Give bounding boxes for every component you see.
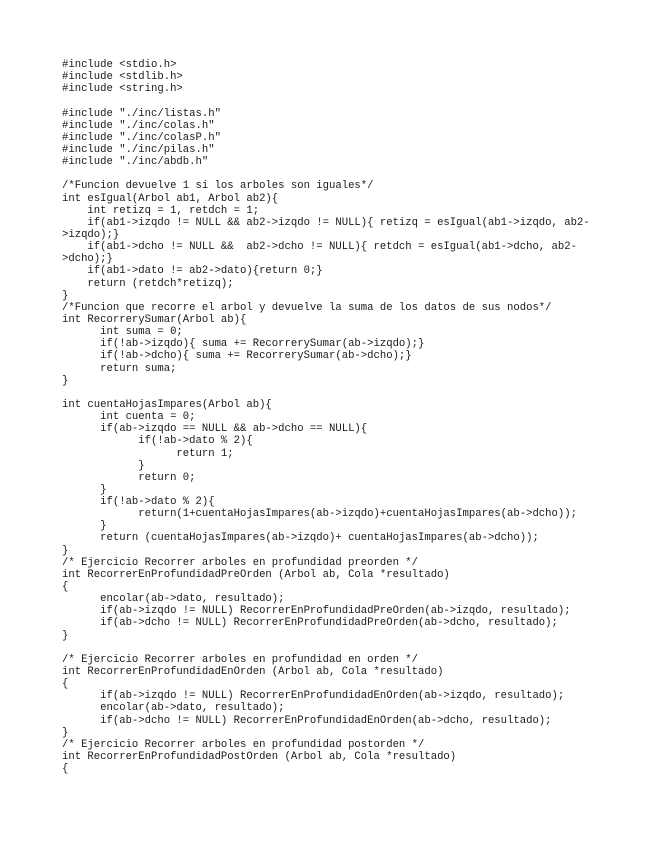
code-line: if(ab->izqdo == NULL && ab->dcho == NULL){ — [62, 423, 368, 436]
code-line: } — [62, 289, 69, 302]
code-line: int RecorrerySumar(Arbol ab){ — [62, 313, 247, 326]
code-line: if(!ab->dato % 2){ — [62, 496, 215, 509]
code-line: return(1+cuentaHojasImpares(ab->izqdo)+cuentaHojasImpares(ab->dcho)); — [62, 508, 577, 521]
code-line: /* Ejercicio Recorrer arboles en profundidad preorden */ — [62, 556, 419, 569]
code-line: >izqdo);} — [62, 228, 120, 241]
code-line: #include "./inc/colas.h" — [62, 119, 215, 132]
code-line — [62, 642, 590, 654]
code-line: if(ab->izqdo != NULL) RecorrerEnProfundidadEnOrden(ab->izqdo, resultado); — [62, 690, 565, 703]
code-line: /* Ejercicio Recorrer arboles en profundidad postorden */ — [62, 738, 425, 751]
code-line: if(ab1->dcho != NULL && ab2->dcho != NULL){ retdch = esIgual(ab1->dcho, ab2- — [62, 241, 577, 254]
code-line: encolar(ab->dato, resultado); — [62, 702, 285, 715]
code-block — [62, 59, 590, 775]
code-line: return 0; — [62, 471, 196, 484]
code-line: int esIgual(Arbol ab1, Arbol ab2){ — [62, 192, 279, 205]
code-line: #include "./inc/abdb.h" — [62, 156, 209, 169]
code-line: int suma = 0; — [62, 326, 183, 339]
code-line: int cuenta = 0; — [62, 411, 196, 424]
code-line: } — [62, 459, 145, 472]
code-line: } — [62, 483, 107, 496]
code-line: #include "./inc/listas.h" — [62, 107, 221, 120]
code-line: #include "./inc/colasP.h" — [62, 131, 221, 144]
code-line: { — [62, 581, 69, 594]
code-line: #include <stdlib.h> — [62, 71, 183, 84]
code-line: } — [62, 374, 69, 387]
code-line: { — [62, 678, 69, 691]
code-line: #include <string.h> — [62, 83, 183, 96]
code-line: encolar(ab->dato, resultado); — [62, 593, 285, 606]
code-line: { — [62, 763, 69, 776]
code-line: #include "./inc/pilas.h" — [62, 143, 215, 156]
code-line — [62, 387, 590, 399]
code-line: } — [62, 726, 69, 739]
code-line: #include <stdio.h> — [62, 59, 177, 71]
code-line: return (cuentaHojasImpares(ab->izqdo)+ cuentaHojasImpares(ab->dcho)); — [62, 532, 539, 545]
code-line: return (retdch*retizq); — [62, 277, 234, 290]
code-line: if(ab->izqdo != NULL) RecorrerEnProfundidadPreOrden(ab->izqdo, resultado); — [62, 605, 571, 618]
code-line: if(ab1->dato != ab2->dato){return 0;} — [62, 265, 323, 278]
code-line: return suma; — [62, 362, 177, 375]
code-line: } — [62, 629, 69, 642]
code-line: int RecorrerEnProfundidadPreOrden (Arbol ab, Cola *resultado) — [62, 568, 450, 581]
code-line: return 1; — [62, 447, 234, 460]
code-line: int RecorrerEnProfundidadEnOrden (Arbol ab, Cola *resultado) — [62, 666, 444, 679]
code-line: } — [62, 520, 107, 533]
code-line: int cuentaHojasImpares(Arbol ab){ — [62, 398, 272, 411]
code-line: /* Ejercicio Recorrer arboles en profundidad en orden */ — [62, 653, 419, 666]
code-line: } — [62, 544, 69, 557]
code-line: /*Funcion que recorre el arbol y devuelve la suma de los datos de sus nodos*/ — [62, 301, 552, 314]
code-line — [62, 95, 590, 107]
code-line: if(ab1->izqdo != NULL && ab2->izqdo != NULL){ retizq = esIgual(ab1->izqdo, ab2- — [62, 216, 590, 229]
code-line: int RecorrerEnProfundidadPostOrden (Arbol ab, Cola *resultado) — [62, 751, 457, 764]
code-line: if(!ab->dato % 2){ — [62, 435, 253, 448]
code-line: if(!ab->izqdo){ suma += RecorrerySumar(ab->izqdo);} — [62, 338, 425, 351]
code-line: /*Funcion devuelve 1 si los arboles son iguales*/ — [62, 180, 374, 193]
code-line: int retizq = 1, retdch = 1; — [62, 204, 260, 217]
code-line: if(ab->dcho != NULL) RecorrerEnProfundidadPreOrden(ab->dcho, resultado); — [62, 617, 558, 630]
code-line: >dcho);} — [62, 253, 113, 266]
code-line: if(ab->dcho != NULL) RecorrerEnProfundidadEnOrden(ab->dcho, resultado); — [62, 714, 552, 727]
code-line — [62, 168, 590, 180]
code-line: if(!ab->dcho){ suma += RecorrerySumar(ab->dcho);} — [62, 350, 412, 363]
